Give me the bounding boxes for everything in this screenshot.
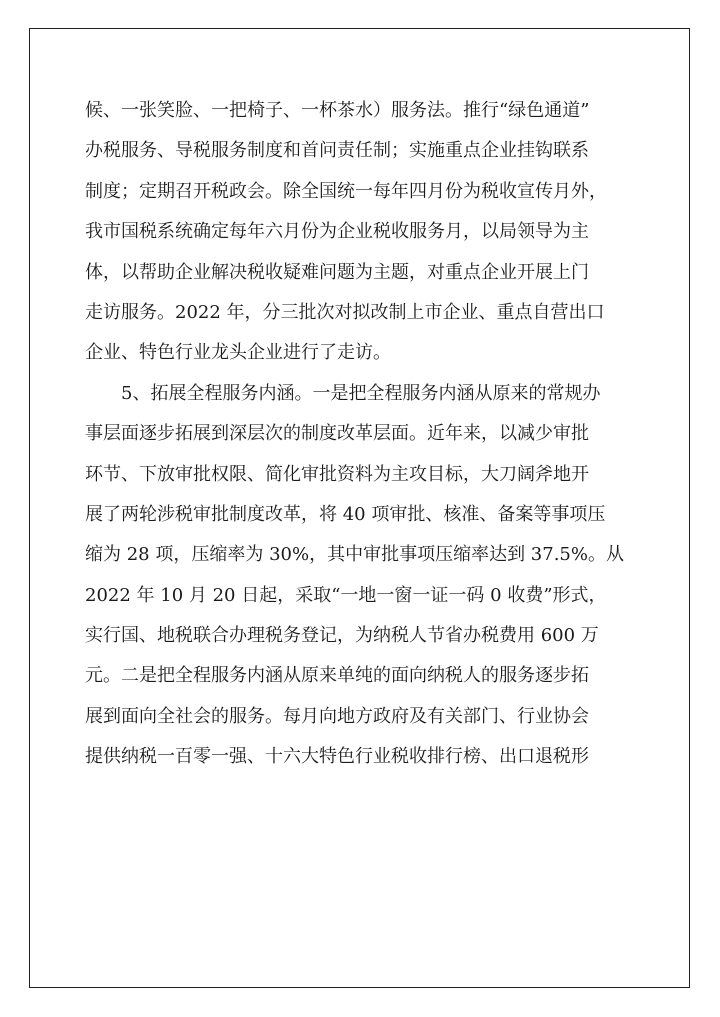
text-line: 我市国税系统确定每年六月份为企业税收服务月，以局领导为主 — [85, 221, 589, 243]
text-line: 展了两轮涉税审批制度改革，将 40 项审批、核准、备案等事项压 — [85, 503, 606, 525]
text-line: 提供纳税一百零一强、十六大特色行业税收排行榜、出口退税形 — [85, 746, 589, 768]
text-line: 实行国、地税联合办理税务登记，为纳税人节省办税费用 600 万 — [85, 625, 599, 647]
text-line: 企业、特色行业龙头企业进行了走访。 — [85, 342, 391, 364]
text-line: 事层面逐步拓展到深层次的制度改革层面。近年来，以减少审批 — [85, 423, 589, 445]
text-line: 办税服务、导税服务制度和首问责任制；实施重点企业挂钩联系 — [85, 140, 589, 162]
text-line: 候、一张笑脸、一把椅子、一杯茶水）服务法。推行“绿色通道” — [85, 100, 590, 121]
text-line: 体，以帮助企业解决税收疑难问题为主题，对重点企业开展上门 — [85, 261, 589, 283]
text-line: 缩为 28 项，压缩率为 30%，其中审批事项压缩率达到 37.5%。从 — [85, 544, 624, 566]
text-line: 走访服务。2022 年，分三批次对拟改制上市企业、重点自营出口 — [85, 301, 605, 323]
text-line: 展到面向全社会的服务。每月向地方政府及有关部门、行业协会 — [85, 705, 589, 727]
paragraph-start-line: 5、拓展全程服务内涵。一是把全程服务内涵从原来的常规办 — [85, 382, 601, 404]
text-line: 元。二是把全程服务内涵从原来单纯的面向纳税人的服务逐步拓 — [85, 665, 589, 687]
text-line: 制度；定期召开税政会。除全国统一每年四月份为税收宣传月外， — [85, 180, 607, 202]
document-body — [85, 91, 645, 778]
text-line: 环节、下放审批权限、简化审批资料为主攻目标，大刀阔斧地开 — [85, 463, 589, 485]
text-line: 2022 年 10 月 20 日起，采取“一地一窗一证一码 0 收费”形式， — [85, 584, 607, 606]
